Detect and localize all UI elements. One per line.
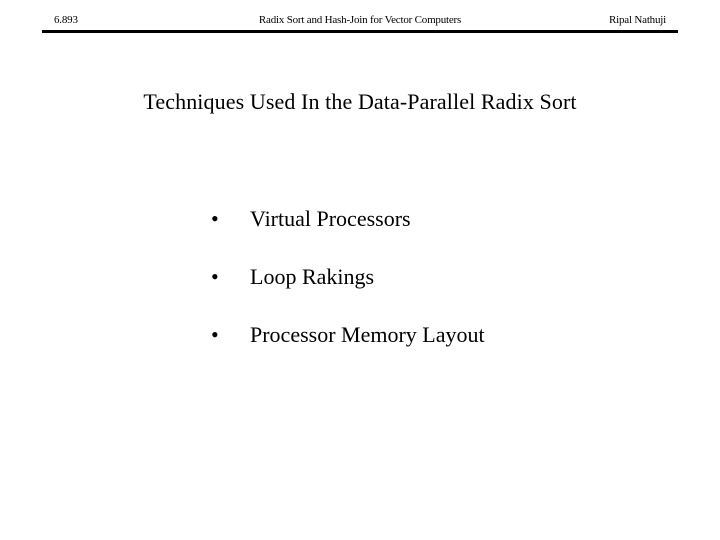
slide-title: Techniques Used In the Data-Parallel Radix Sort	[143, 89, 577, 114]
bullet-icon: •	[211, 206, 219, 231]
course-number: 6.893	[54, 14, 78, 26]
bullet-icon: •	[211, 322, 219, 347]
slide-header	[42, 14, 678, 30]
bullet-text: Loop Rakings	[250, 264, 375, 289]
author-name: Ripal Nathuji	[609, 14, 666, 26]
bullet-text: Virtual Processors	[250, 206, 411, 231]
slide-topic: Radix Sort and Hash-Join for Vector Computers	[258, 14, 462, 26]
bullet-text: Processor Memory Layout	[250, 322, 485, 347]
header-rule	[42, 30, 678, 33]
bullet-icon: •	[211, 264, 219, 289]
